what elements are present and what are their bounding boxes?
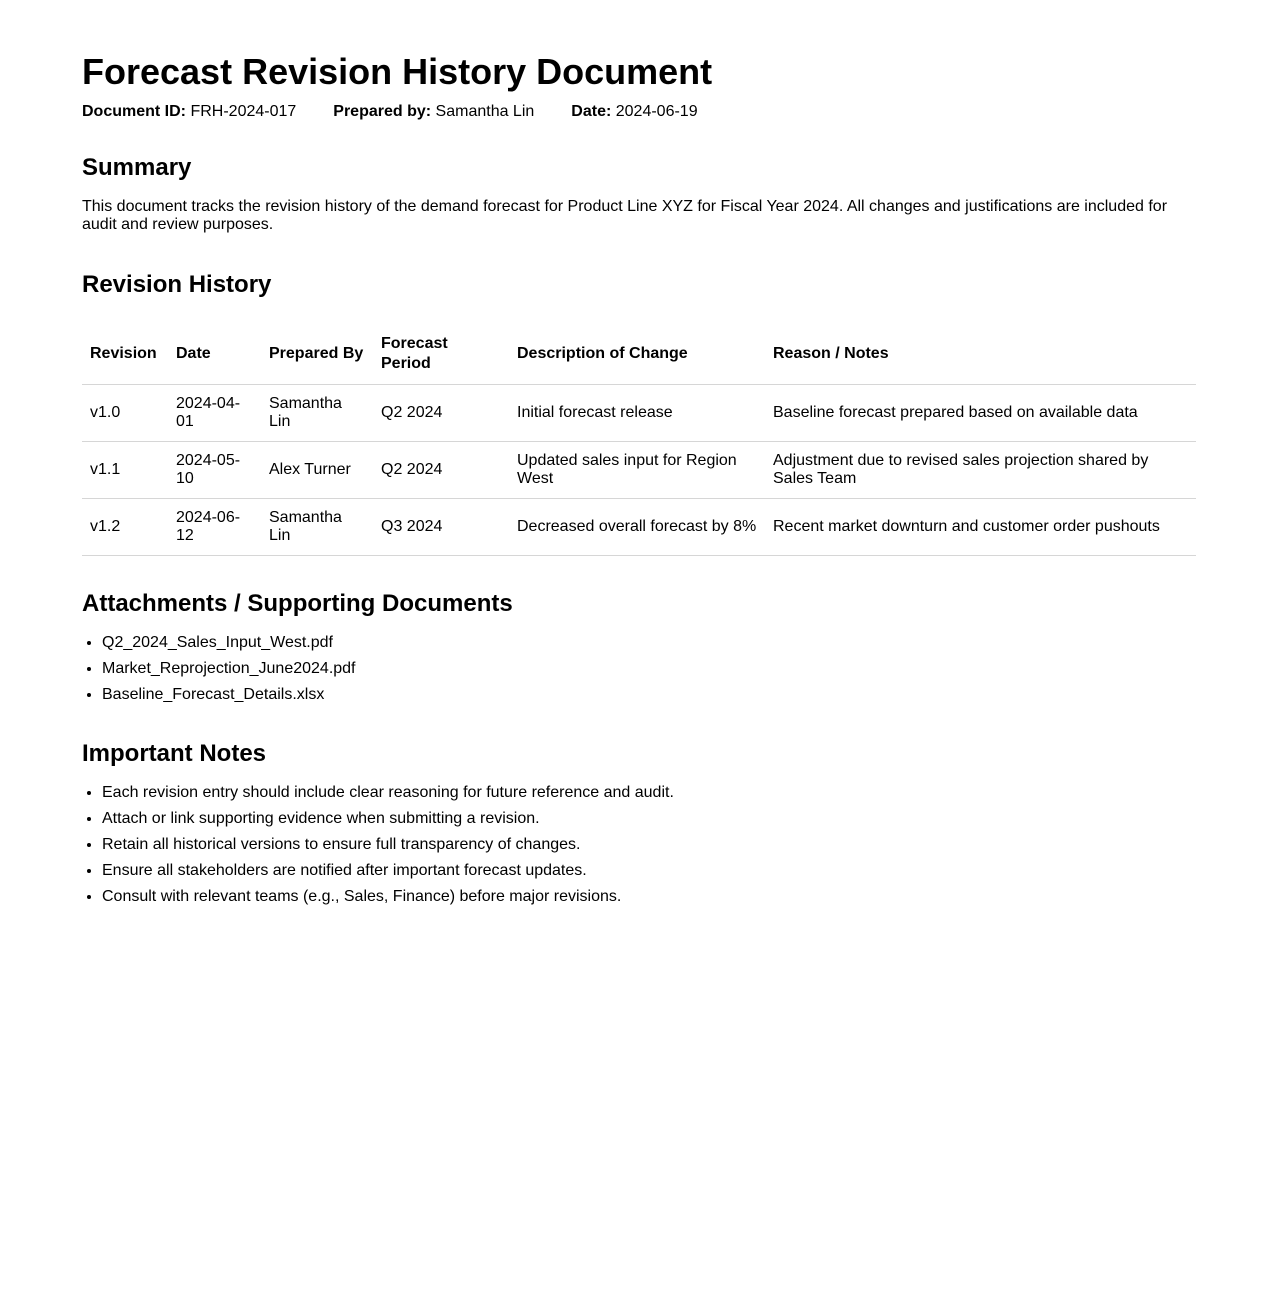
important-notes-heading: Important Notes [82,740,267,767]
important-notes-list [82,784,1196,906]
attachment-item: • Q2_2024_Sales_Input_West.pdf [102,634,1196,652]
meta-label: Prepared by: [333,103,432,120]
cell-prepared-by: Alex Turner [261,442,373,499]
note-item: • Consult with relevant teams (e.g., Sales, Finance) before major revisions. [102,888,1196,906]
meta-date [571,102,697,122]
note-item: • Retain all historical versions to ensure full transparency of changes. [102,836,1196,854]
note-item: • Each revision entry should include clear reasoning for future reference and audit. [102,784,1196,802]
table-header-row [82,324,1196,385]
meta-document-id [82,102,296,122]
attachments-list [82,634,1196,704]
note-item: • Attach or link supporting evidence when submitting a revision. [102,810,1196,828]
attachment-item: • Baseline_Forecast_Details.xlsx [102,686,1196,704]
column-header-prepared-by: Prepared By [261,324,373,385]
cell-forecast-period: Q2 2024 [373,442,509,499]
meta-prepared-by [333,102,534,122]
attachment-item: • Market_Reprojection_June2024.pdf [102,660,1196,678]
cell-forecast-period: Q3 2024 [373,499,509,556]
cell-date: 2024-05-10 [168,442,261,499]
note-item: • Ensure all stakeholders are notified after important forecast updates. [102,862,1196,880]
summary-text: This document tracks the revision history of the demand forecast for Product Line XYZ for Fiscal Year 2024. All changes and justifications are included for audit and review purposes. [82,198,1168,233]
revision-history-table [82,324,1196,556]
cell-reason: Adjustment due to revised sales projection shared by Sales Team [765,442,1196,499]
page-title: Forecast Revision History Document [82,51,713,92]
table-row [82,442,1196,499]
column-header-reason: Reason / Notes [765,324,1196,385]
meta-label: Document ID: [82,103,186,120]
cell-date: 2024-04-01 [168,385,261,442]
table-row [82,499,1196,556]
column-header-date: Date [168,324,261,385]
cell-description: Updated sales input for Region West [509,442,765,499]
cell-forecast-period: Q2 2024 [373,385,509,442]
column-header-revision: Revision [82,324,168,385]
cell-revision: v1.1 [82,442,168,499]
meta-value: FRH-2024-017 [190,103,297,120]
cell-date: 2024-06-12 [168,499,261,556]
meta-value: Samantha Lin [435,103,535,120]
cell-revision: v1.2 [82,499,168,556]
cell-description: Decreased overall forecast by 8% [509,499,765,556]
meta-value: 2024-06-19 [615,103,698,120]
cell-description: Initial forecast release [509,385,765,442]
cell-reason: Recent market downturn and customer order pushouts [765,499,1196,556]
column-header-forecast-period: Forecast Period [373,324,509,385]
cell-prepared-by: Samantha Lin [261,499,373,556]
document-meta [82,102,1196,122]
cell-prepared-by: Samantha Lin [261,385,373,442]
table-row [82,385,1196,442]
summary-heading: Summary [82,154,192,181]
attachments-heading: Attachments / Supporting Documents [82,590,513,617]
cell-reason: Baseline forecast prepared based on available data [765,385,1196,442]
cell-revision: v1.0 [82,385,168,442]
column-header-description: Description of Change [509,324,765,385]
revision-history-heading: Revision History [82,271,272,298]
meta-label: Date: [571,103,612,120]
